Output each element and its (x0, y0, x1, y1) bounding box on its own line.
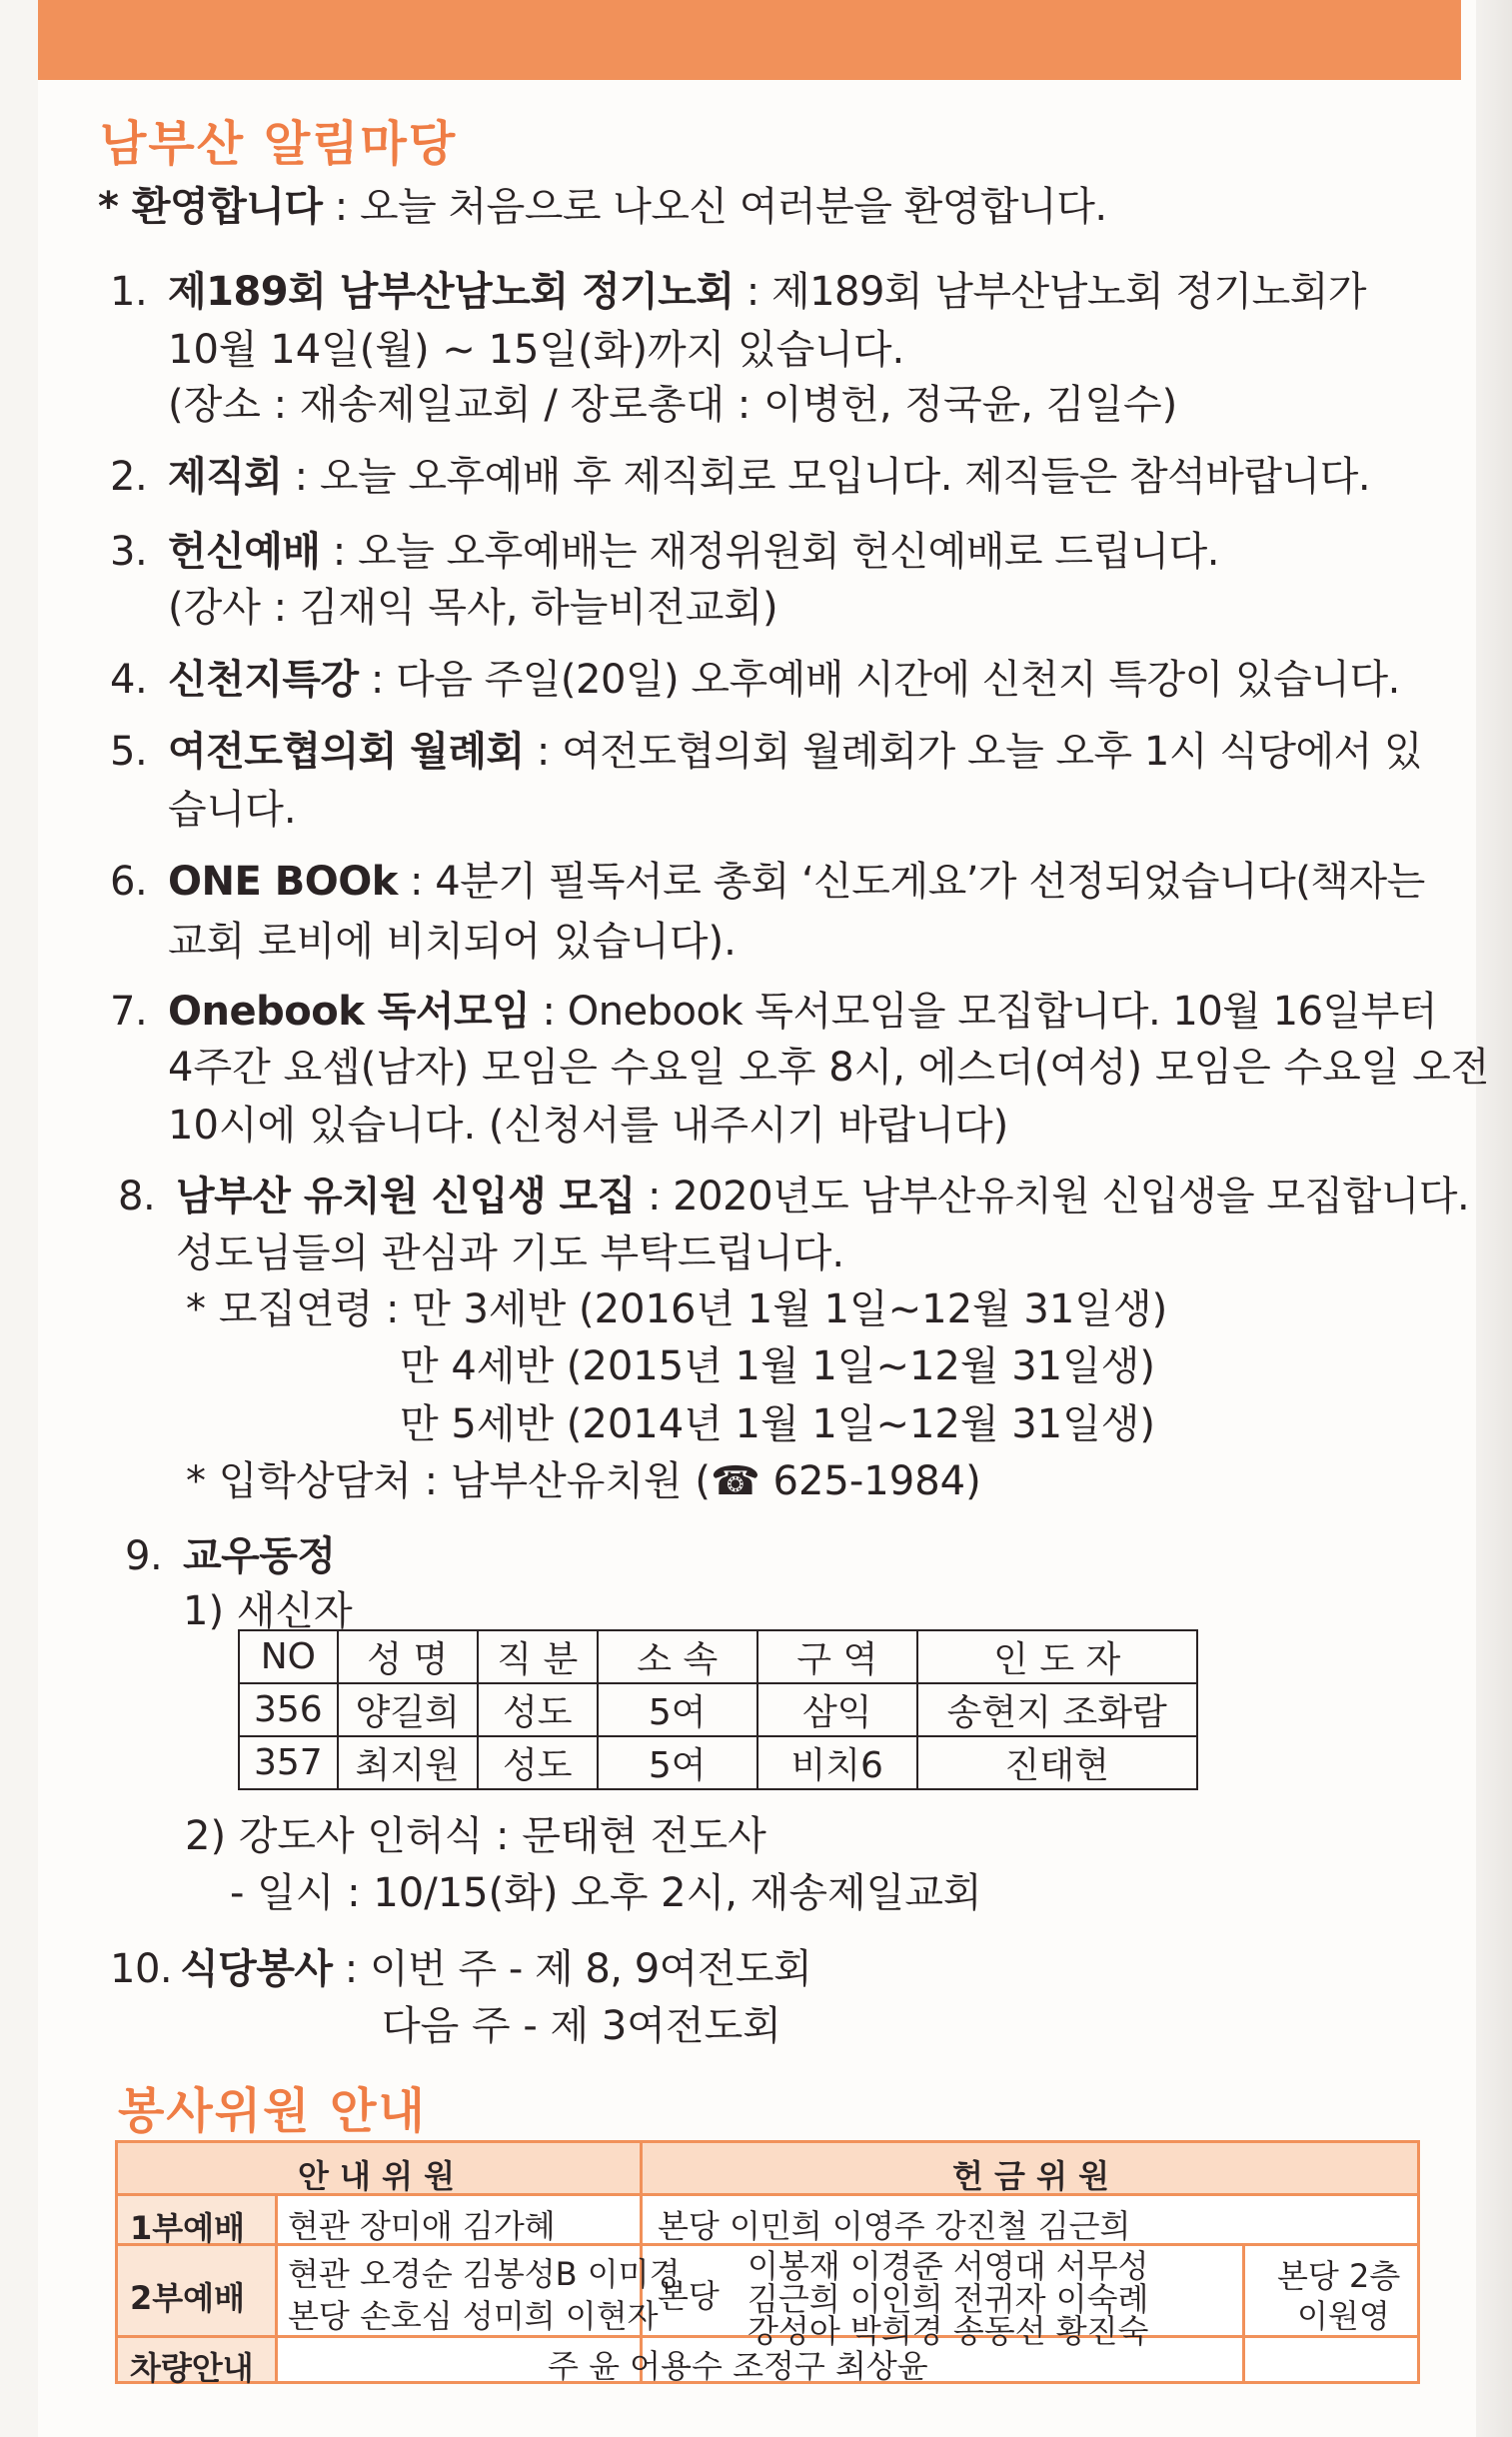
item-7-line3: 10시에 있습니다. (신청서를 내주시기 바랍니다) (168, 1103, 1009, 1149)
offering-2nd-3: 강성아 박희경 송동선 황진숙 (748, 2312, 1149, 2350)
table-cell: 성도 (478, 1736, 598, 1789)
item-10-line2: 다음 주 - 제 3여전도회 (382, 2003, 781, 2049)
item-title: 제189회 남부산남노회 정기노회 (168, 269, 735, 315)
header-guide: 안 내 위 원 (298, 2157, 456, 2195)
notice-item-9 (125, 1524, 336, 1581)
table-cell: 삼익 (757, 1683, 917, 1736)
offering-2nd-place: 본당 (658, 2277, 720, 2315)
item-text: : 제189회 남부산남노회 정기노회가 (734, 269, 1367, 315)
header-bar (38, 0, 1461, 80)
divider (1242, 2245, 1245, 2381)
row-label-1st-service: 1부예배 (130, 2209, 246, 2247)
item-number: 8. (118, 1174, 156, 1219)
item-text: : 4분기 필독서로 총회 ‘신도게요’가 선정되었습니다(책자는 (397, 859, 1425, 905)
item-text: : 2020년도 남부산유치원 신입생을 모집합니다. (635, 1174, 1470, 1219)
item-text: : Onebook 독서모임을 모집합니다. 10월 16일부터 (530, 989, 1437, 1035)
row-label-vehicle: 차량안내 (130, 2349, 254, 2387)
item-7-line2: 4주간 요셉(남자) 모임은 수요일 오후 8시, 에스더(여성) 모임은 수요일 오전 (168, 1045, 1490, 1091)
table-cell: 최지원 (338, 1736, 478, 1789)
item-number: 5. (110, 729, 148, 775)
table-header-row (239, 1630, 1197, 1683)
item-number: 10. (110, 1946, 173, 1992)
item-text: : 오늘 오후예배는 재정위원회 헌신예배로 드립니다. (320, 529, 1219, 575)
item-6-line2: 교회 로비에 비치되어 있습니다). (168, 919, 737, 965)
kindergarten-contact: * 입학상담처 : 남부산유치원 (☎ 625-1984) (186, 1458, 981, 1504)
col-header: 소 속 (598, 1630, 757, 1683)
kindergarten-age-1 (186, 1277, 1167, 1334)
table-row (239, 1736, 1197, 1789)
guide-2nd-1: 현관 오경순 김봉성B 이미경 (288, 2255, 681, 2293)
col-header: NO (239, 1630, 338, 1683)
age-label: * 모집연령 : (186, 1286, 413, 1332)
item-1-line3: (장소 : 재송제일교회 / 장로총대 : 이병헌, 정국윤, 김일수) (168, 382, 1178, 428)
item-number: 9. (125, 1533, 163, 1579)
welcome-marker: * 환영합니다 (98, 184, 323, 230)
notice-item-7 (110, 980, 1437, 1037)
item-text: : 오늘 오후예배 후 제직회로 모입니다. 제직들은 참석바랍니다. (282, 454, 1371, 500)
guide-2nd-2: 본당 손호심 성미희 이현자 (288, 2297, 659, 2335)
item-title: 헌신예배 (168, 529, 321, 575)
notice-item-1 (110, 260, 1366, 317)
notice-item-10 (110, 1937, 811, 1994)
item-9-sub2: 2) 강도사 인허식 : 문태현 전도사 (185, 1813, 766, 1859)
kindergarten-age-2: 만 4세반 (2015년 1월 1일~12월 31일생) (400, 1343, 1156, 1389)
item-title: ONE BOOk (168, 859, 398, 905)
table-cell: 송현지 조화람 (917, 1683, 1197, 1736)
table-cell: 양길희 (338, 1683, 478, 1736)
kindergarten-age-3: 만 5세반 (2014년 1월 1일~12월 31일생) (400, 1401, 1156, 1447)
age-value: 만 3세반 (2016년 1월 1일~12월 31일생) (412, 1286, 1168, 1332)
item-number: 7. (110, 989, 148, 1035)
item-title: Onebook 독서모임 (168, 989, 531, 1035)
table-cell: 357 (239, 1736, 338, 1789)
page-edge-right (1476, 0, 1512, 2437)
divider (275, 2196, 278, 2381)
notice-item-3 (110, 520, 1219, 577)
item-title: 식당봉사 (180, 1946, 333, 1992)
service-title: 봉사위원 안내 (118, 2083, 427, 2139)
guide-1st: 현관 장미애 김가혜 (288, 2207, 556, 2245)
table-cell: 5여 (598, 1683, 757, 1736)
notice-item-2 (110, 445, 1370, 502)
table-cell: 비치6 (757, 1736, 917, 1789)
notice-item-4 (110, 648, 1400, 705)
offering-1st: 본당 이민희 이영주 강진철 김근희 (658, 2207, 1131, 2245)
item-number: 3. (110, 529, 148, 575)
item-text: : 다음 주일(20일) 오후예배 시간에 신천지 특강이 있습니다. (358, 657, 1400, 703)
notice-item-6 (110, 850, 1425, 907)
item-1-line2: 10월 14일(월) ~ 15일(화)까지 있습니다. (168, 327, 905, 373)
item-3-line2: (강사 : 김재익 목사, 하늘비전교회) (168, 585, 778, 631)
notice-item-5 (110, 720, 1422, 777)
item-number: 2. (110, 454, 148, 500)
item-8-line2: 성도님들의 관심과 기도 부탁드립니다. (176, 1230, 845, 1276)
page-edge-left (0, 0, 38, 2437)
table-cell: 성도 (478, 1683, 598, 1736)
vehicle-guides: 주 윤 어용수 조정구 최상윤 (548, 2347, 928, 2385)
item-number: 4. (110, 657, 148, 703)
item-title: 교우동정 (183, 1533, 336, 1579)
offering-2nd-2: 김근희 이인희 전귀자 이숙례 (748, 2280, 1149, 2318)
item-number: 6. (110, 859, 148, 905)
notices-title: 남부산 알림마당 (100, 116, 458, 172)
col-header: 구 역 (757, 1630, 917, 1683)
item-title: 제직회 (168, 454, 283, 500)
offering-2nd-floor2: 본당 2층 (1277, 2257, 1401, 2295)
col-header: 직 분 (478, 1630, 598, 1683)
table-row (239, 1683, 1197, 1736)
col-header: 인 도 자 (917, 1630, 1197, 1683)
item-number: 1. (110, 269, 148, 315)
item-title: 여전도협의회 월례회 (168, 729, 525, 775)
offering-2nd-floor2-name: 이원영 (1297, 2297, 1390, 2335)
item-9-sub1: 1) 새신자 (183, 1588, 353, 1634)
item-9-sub2-detail: - 일시 : 10/15(화) 오후 2시, 재송제일교회 (230, 1870, 982, 1916)
item-title: 남부산 유치원 신입생 모집 (176, 1174, 636, 1219)
item-5-line2: 습니다. (168, 787, 297, 833)
welcome-line (98, 175, 1107, 232)
offering-2nd-1: 이봉재 이경준 서영대 서무성 (748, 2247, 1149, 2285)
item-text: : 이번 주 - 제 8, 9여전도회 (332, 1946, 812, 1992)
row-label-2nd-service: 2부예배 (130, 2279, 246, 2317)
item-text: : 여전도협의회 월례회가 오늘 오후 1시 식당에서 있 (524, 729, 1423, 775)
table-cell: 356 (239, 1683, 338, 1736)
col-header: 성 명 (338, 1630, 478, 1683)
table-cell: 진태현 (917, 1736, 1197, 1789)
notice-item-8 (118, 1165, 1469, 1221)
new-members-table (238, 1629, 1198, 1790)
table-cell: 5여 (598, 1736, 757, 1789)
service-table (115, 2140, 1420, 2387)
header-offering: 헌 금 위 원 (952, 2157, 1110, 2195)
item-title: 신천지특강 (168, 657, 359, 703)
welcome-text: : 오늘 처음으로 나오신 여러분을 환영합니다. (322, 184, 1107, 230)
